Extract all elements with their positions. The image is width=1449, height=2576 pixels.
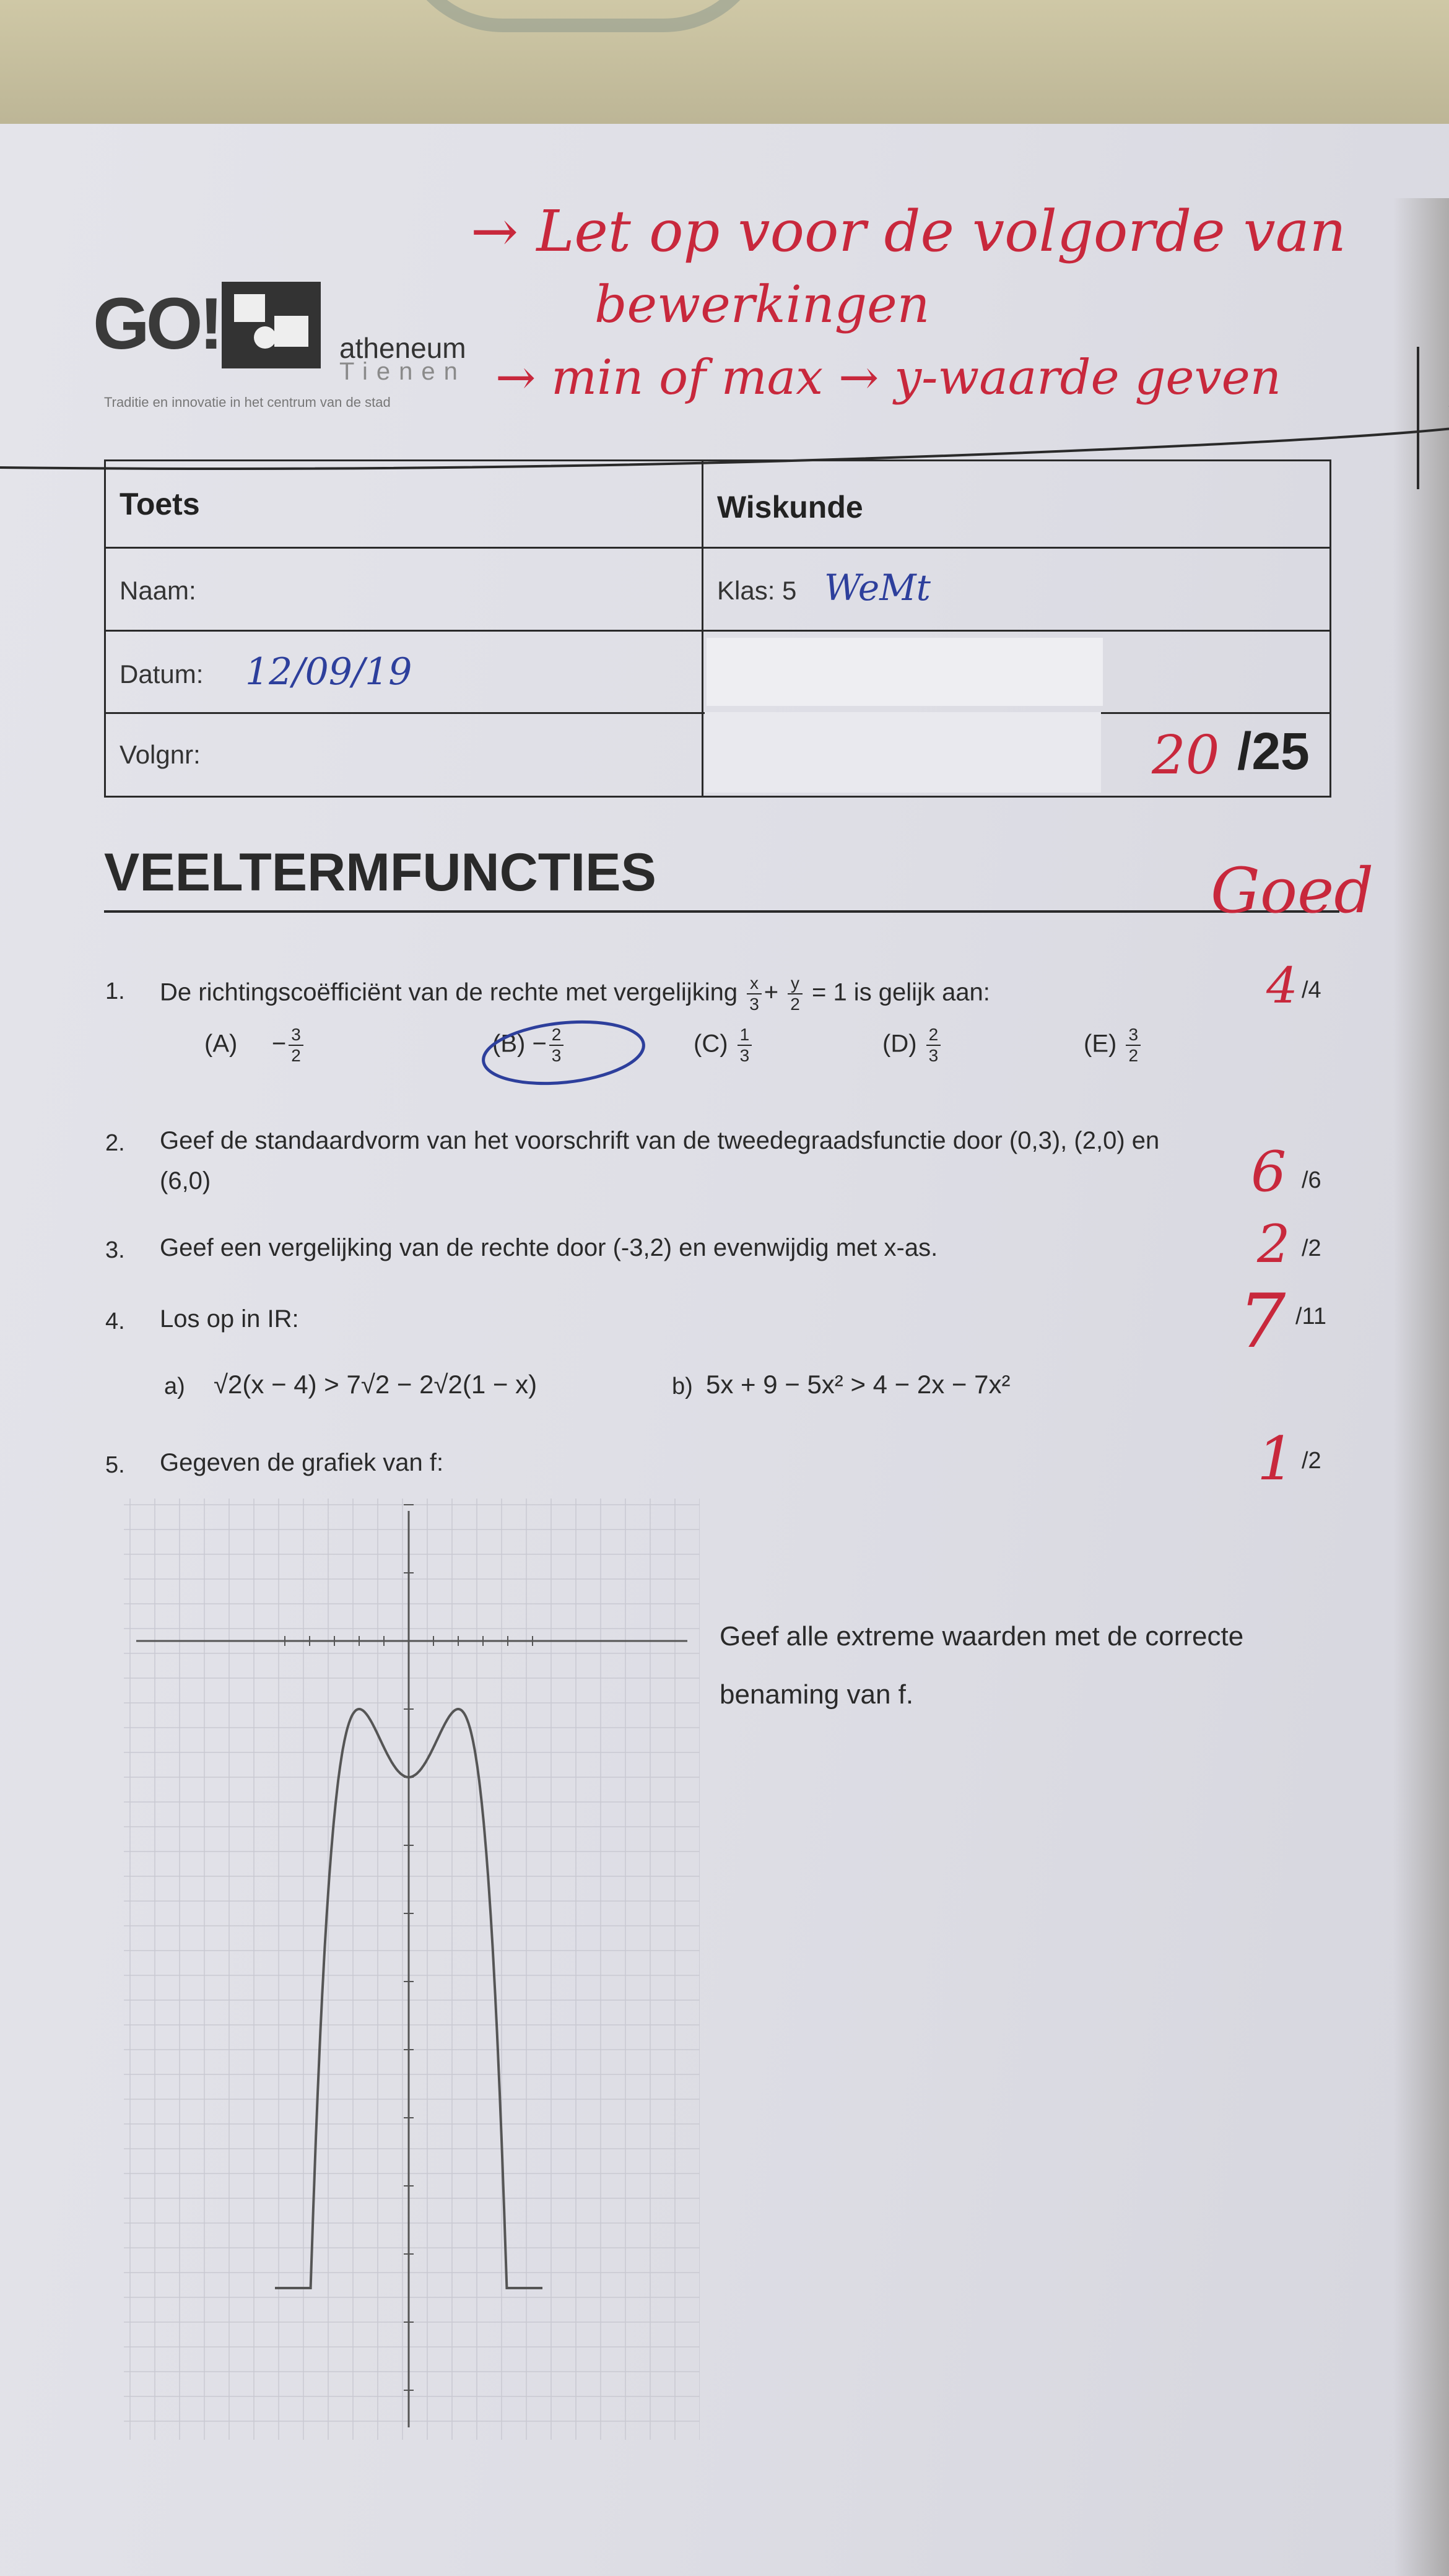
- q1-option-fraction: $\frac{3}{2}$: [1126, 1025, 1141, 1066]
- grade-word: Goed: [1211, 855, 1374, 927]
- q4-number: 4.: [105, 1308, 125, 1334]
- q1-text-before: De richtingscoëfficiënt van de rechte met vergelijking: [160, 978, 738, 1006]
- q1-frac-y: $\frac{y}{2}$: [788, 973, 803, 1014]
- q1-option-label: (C): [694, 1030, 735, 1058]
- q1-option-fraction: $\frac{3}{2}$: [289, 1025, 303, 1066]
- table-divider: [106, 712, 703, 714]
- q1-frac-x: $\frac{x}{3}$: [747, 973, 762, 1014]
- q4b-expression: 5x + 9 − 5x² > 4 − 2x − 7x²: [706, 1370, 1011, 1399]
- logo-name: atheneum: [339, 332, 466, 364]
- annotation-line-2: bewerkingen: [594, 276, 930, 334]
- annotation-line-1: → Let op voor de volgorde van: [471, 198, 1346, 264]
- q4b-label: b): [672, 1373, 693, 1399]
- title-rule: [104, 910, 1339, 913]
- logo-city: Tienen: [339, 358, 466, 385]
- redacted-field: [707, 638, 1103, 706]
- q4-score-max: /11: [1295, 1303, 1327, 1329]
- q1-option-label: (D): [882, 1030, 924, 1058]
- q1-option-sign: −: [532, 1030, 547, 1058]
- q2-number: 2.: [105, 1130, 125, 1156]
- q3-score-got: 2: [1257, 1214, 1290, 1274]
- q1-option-sign: −: [271, 1030, 287, 1058]
- q1-option-fraction: $\frac{1}{3}$: [738, 1025, 752, 1066]
- redacted-field: [705, 712, 1101, 793]
- table-divider: [106, 547, 1329, 549]
- q5-number: 5.: [105, 1452, 125, 1478]
- q5-score-got: 1: [1257, 1424, 1295, 1494]
- q1-number: 1.: [105, 978, 125, 1004]
- header-wiskunde: Wiskunde: [717, 490, 863, 524]
- q2-score-got: 6: [1251, 1139, 1287, 1204]
- q2-text-line2: (6,0): [160, 1167, 211, 1194]
- q1-option-e: [1084, 1025, 1143, 1066]
- q5-score-max: /2: [1302, 1448, 1321, 1474]
- naam-label: Naam:: [120, 576, 196, 605]
- q1-answer-circle: [477, 1016, 650, 1090]
- q1-option-fraction: $\frac{2}{3}$: [549, 1025, 564, 1066]
- q3-number: 3.: [105, 1237, 125, 1263]
- q1-option-label: (A): [204, 1030, 272, 1058]
- logo-go-mark: GO!: [93, 283, 220, 365]
- q4a-expression: √2(x − 4) > 7√2 − 2√2(1 − x): [214, 1370, 537, 1399]
- q1-option-label: (B): [492, 1030, 533, 1058]
- q1-text-after: = 1 is gelijk aan:: [811, 978, 990, 1006]
- q5-text: Gegeven de grafiek van f:: [160, 1449, 444, 1476]
- logo-puzzle-icon: [222, 282, 321, 368]
- q4a-label: a): [164, 1373, 185, 1399]
- q4-score-got: 7: [1238, 1279, 1286, 1365]
- q4-text: Los op in IR:: [160, 1305, 299, 1333]
- q1-score-got: 4: [1266, 957, 1298, 1014]
- score-obtained: 20: [1152, 724, 1220, 786]
- q1-option-c: [694, 1025, 754, 1066]
- score-total: /25: [1237, 722, 1310, 780]
- datum-value: 12/09/19: [245, 650, 412, 694]
- page-title: VEELTERMFUNCTIES: [104, 843, 656, 902]
- table-divider: [106, 630, 1329, 632]
- function-graph: [124, 1499, 700, 2440]
- annotation-line-3: → min of max → y-waarde geven: [495, 350, 1282, 406]
- q2-score-max: /6: [1302, 1167, 1321, 1193]
- header-toets: Toets: [120, 487, 200, 521]
- q1-option-fraction: $\frac{2}{3}$: [926, 1025, 941, 1066]
- klas-value: WeMt: [824, 567, 931, 609]
- q3-score-max: /2: [1302, 1235, 1321, 1261]
- q1-option-label: (E): [1084, 1030, 1124, 1058]
- q1-score-max: /4: [1302, 977, 1321, 1003]
- datum-label: Datum:: [120, 659, 204, 689]
- q2-text: Geef de standaardvorm van het voorschrift van de tweedegraadsfunctie door (0,3), (2,0) en: [160, 1127, 1160, 1154]
- klas-label: Klas: 5: [717, 576, 797, 605]
- logo-tagline: Traditie en innovatie in het centrum van de stad: [104, 394, 391, 410]
- q3-text: Geef een vergelijking van de rechte door (-3,2) en evenwijdig met x-as.: [160, 1234, 938, 1261]
- q1-text: De richtingscoëfficiënt van de rechte met vergelijking $\frac{x}{3}$ + $\frac{y}{2}$ = 1 is gelijk aan:: [160, 973, 990, 1014]
- volgnr-label: Volgnr:: [120, 740, 201, 769]
- q1-option-d: [882, 1025, 943, 1066]
- q5-side-text-2: benaming van f.: [720, 1679, 914, 1710]
- q1-option-a: [204, 1025, 306, 1066]
- q5-side-text-1: Geef alle extreme waarden met de correcte: [720, 1621, 1244, 1651]
